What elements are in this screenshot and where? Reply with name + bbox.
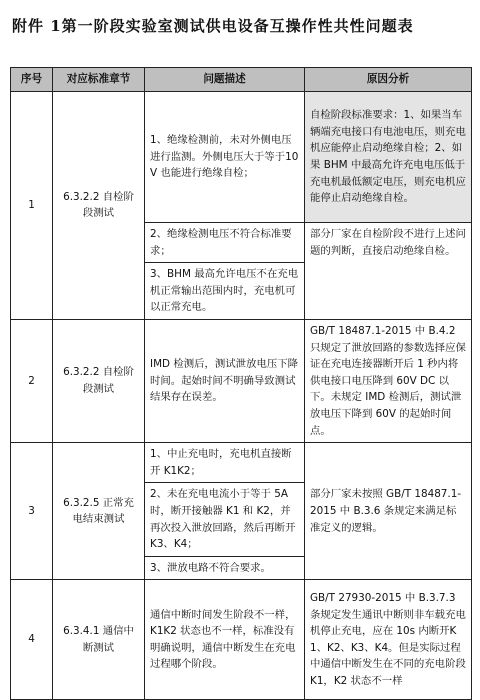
row-section: 6.3.2.2 自检阶段测试 bbox=[53, 92, 145, 320]
row-no: 3 bbox=[11, 443, 53, 580]
row-problem: 3、泄放电路不符合要求。 bbox=[145, 556, 305, 580]
row-no: 4 bbox=[11, 580, 53, 700]
row-section: 6.3.2.5 正常充电结束测试 bbox=[53, 443, 145, 580]
row-cause: GB/T 27930-2015 中 B.3.7.3 条规定发生通讯中断则非车载充电机停止充电，应在 10s 内断开K1、K2、K3、K4。但是实际过程中通信中断发生在不同的充电阶段 K1，K2 状态不一样 bbox=[305, 580, 472, 700]
row-problem: 1、中止充电时，充电机直接断开 K1K2； bbox=[145, 443, 305, 483]
row-no: 1 bbox=[11, 92, 53, 320]
row-cause: 自检阶段标准要求：1、如果当车辆端充电接口有电池电压，则充电机应能停止启动绝缘自检；2、如果 BHM 中最高允许充电电压低于充电机最低额定电压，则充电机应能停止启动绝缘自检。 bbox=[305, 92, 472, 223]
row-section: 6.3.2.2 自检阶段测试 bbox=[53, 319, 145, 442]
table-row bbox=[11, 443, 472, 483]
row-cause: GB/T 18487.1-2015 中 B.4.2 只规定了泄放回路的参数选择应保证在充电连接器断开后 1 秒内将供电接口电压降到 60V DC 以下。未规定 IMD 检测后，测试泄放电压下降到 60V 的起始时间点。 bbox=[305, 319, 472, 442]
table-row bbox=[11, 580, 472, 700]
row-problem: 通信中断时间发生阶段不一样，K1K2 状态也不一样，标准没有明确说明，通信中断发生在充电过程哪个阶段。 bbox=[145, 580, 305, 700]
table-header-row bbox=[11, 68, 472, 92]
row-no: 2 bbox=[11, 319, 53, 442]
row-problem: 2、绝缘检测电压不符合标准要求； bbox=[145, 223, 305, 263]
table-row bbox=[11, 92, 472, 223]
row-problem: 3、BHM 最高允许电压不在充电机正常输出范围内时，充电机可以正常充电。 bbox=[145, 263, 305, 320]
header-no: 序号 bbox=[11, 68, 53, 92]
header-problem: 问题描述 bbox=[145, 68, 305, 92]
row-problem: IMD 检测后，测试泄放电压下降时间。起始时间不明确导致测试结果存在误差。 bbox=[145, 319, 305, 442]
header-cause: 原因分析 bbox=[305, 68, 472, 92]
table-row bbox=[11, 319, 472, 442]
issues-table bbox=[10, 67, 472, 700]
row-problem: 1、绝缘检测前，未对外侧电压进行监测。外侧电压大于等于10V 也能进行绝缘自检； bbox=[145, 92, 305, 223]
header-section: 对应标准章节 bbox=[53, 68, 145, 92]
page-title: 附件 1第一阶段实验室测试供电设备互操作性共性问题表 bbox=[12, 17, 414, 35]
row-cause: 部分厂家未按照 GB/T 18487.1-2015 中 B.3.6 条规定来满足标准定义的逻辑。 bbox=[305, 443, 472, 580]
row-cause: 部分厂家在自检阶段不进行上述问题的判断，直接启动绝缘自检。 bbox=[305, 223, 472, 320]
row-problem: 2、未在充电电流小于等于 5A 时，断开接触器 K1 和 K2，并再次投入泄放回路，然后再断开K3、K4； bbox=[145, 483, 305, 556]
row-section: 6.3.4.1 通信中断测试 bbox=[53, 580, 145, 700]
